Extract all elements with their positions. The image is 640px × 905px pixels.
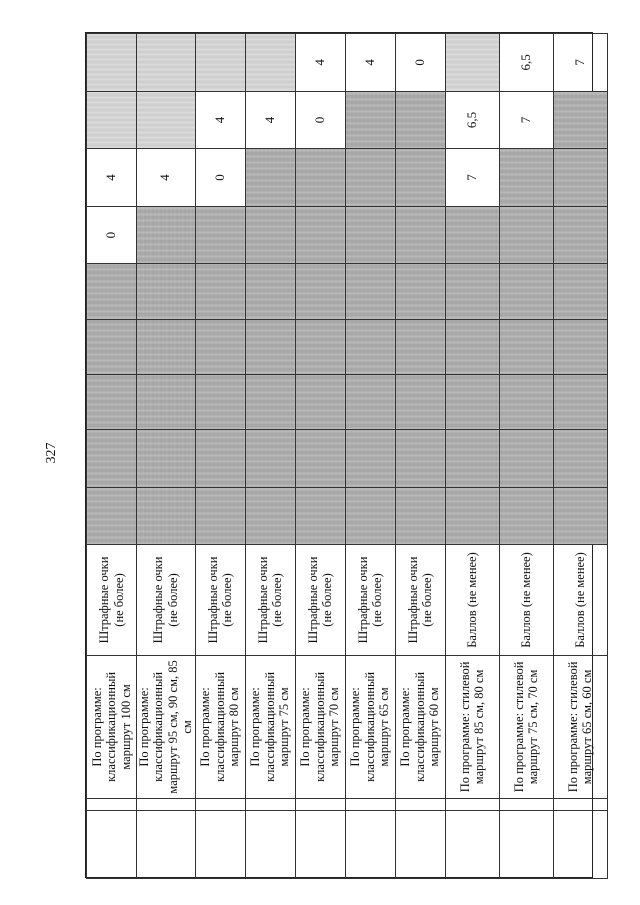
value-cell (295, 319, 345, 374)
empty-cell (499, 799, 553, 811)
measure-cell: Штрафные очки (не более) (195, 545, 245, 655)
measure-cell: Штрафные очки (не более) (295, 545, 345, 655)
value-cell (395, 374, 445, 429)
value-cell (345, 319, 395, 374)
value-cell (345, 264, 395, 319)
value-cell (499, 319, 553, 374)
value-cell: 0 (295, 91, 345, 149)
value-cell (345, 374, 395, 429)
value-cell (395, 149, 445, 207)
value-cell (499, 374, 553, 429)
value-cell (245, 206, 295, 264)
empty-cell (553, 799, 607, 811)
value-cell (245, 487, 295, 545)
value-cell (499, 430, 553, 488)
value-cell (137, 430, 196, 488)
value-cell (195, 487, 245, 545)
page-number: 327 (44, 442, 59, 464)
value-cell (395, 487, 445, 545)
table-row (499, 34, 553, 879)
value-cell: 0 (395, 34, 445, 92)
value-cell: 6,5 (445, 91, 499, 149)
value-cell (195, 430, 245, 488)
measure-cell: Штрафные очки (не более) (245, 545, 295, 655)
table-row (245, 34, 295, 879)
standards-table (85, 32, 593, 878)
table-row (195, 34, 245, 879)
value-cell (553, 319, 607, 374)
empty-cell (345, 810, 395, 878)
value-cell (195, 206, 245, 264)
value-cell (137, 374, 196, 429)
empty-cell (137, 799, 196, 811)
value-cell (345, 149, 395, 207)
empty-cell (195, 810, 245, 878)
value-cell (87, 430, 137, 488)
program-cell: По программе: классификационный маршрут 95 см, 90 см, 85 см (137, 655, 196, 798)
value-cell (395, 264, 445, 319)
value-cell (395, 91, 445, 149)
program-cell: По программе: классификационный маршрут 65 см (345, 655, 395, 798)
empty-cell (395, 810, 445, 878)
empty-cell (345, 799, 395, 811)
value-cell (195, 374, 245, 429)
value-cell (195, 34, 245, 92)
empty-cell (395, 799, 445, 811)
value-cell: 6,5 (499, 34, 553, 92)
value-cell (295, 264, 345, 319)
program-cell: По программе: стилевой маршрут 85 см, 80 см (445, 655, 499, 798)
empty-cell (245, 799, 295, 811)
value-cell (295, 374, 345, 429)
value-cell (499, 487, 553, 545)
value-cell (295, 430, 345, 488)
program-cell: По программе: классификационный маршрут 70 см (295, 655, 345, 798)
program-cell: По программе: стилевой маршрут 75 см, 70 см (499, 655, 553, 798)
value-cell: 7 (445, 149, 499, 207)
program-cell: По программе: классификационный маршрут 75 см (245, 655, 295, 798)
value-cell: 0 (87, 206, 137, 264)
value-cell (395, 206, 445, 264)
value-cell (137, 264, 196, 319)
value-cell (137, 487, 196, 545)
value-cell (245, 264, 295, 319)
value-cell (553, 206, 607, 264)
measure-cell: Штрафные очки (не более) (395, 545, 445, 655)
empty-cell (87, 799, 137, 811)
value-cell (295, 487, 345, 545)
measure-cell: Штрафные очки (не более) (87, 545, 137, 655)
table-row (295, 34, 345, 879)
empty-cell (445, 799, 499, 811)
value-cell (499, 149, 553, 207)
empty-cell (499, 810, 553, 878)
table-row (137, 34, 196, 879)
table-row (395, 34, 445, 879)
value-cell (445, 206, 499, 264)
value-cell: 4 (295, 34, 345, 92)
value-cell (245, 430, 295, 488)
value-cell (87, 374, 137, 429)
table-row (87, 34, 137, 879)
value-cell (553, 487, 607, 545)
table-row (445, 34, 499, 879)
value-cell: 7 (553, 34, 607, 92)
value-cell (87, 34, 137, 92)
empty-cell (195, 799, 245, 811)
value-cell (553, 149, 607, 207)
empty-cell (87, 810, 137, 878)
value-cell (137, 34, 196, 92)
value-cell (195, 264, 245, 319)
empty-cell (445, 810, 499, 878)
value-cell (137, 91, 196, 149)
value-cell (137, 319, 196, 374)
value-cell: 4 (345, 34, 395, 92)
value-cell (395, 430, 445, 488)
value-cell (395, 319, 445, 374)
value-cell (499, 264, 553, 319)
value-cell (137, 206, 196, 264)
value-cell (553, 91, 607, 149)
value-cell (245, 319, 295, 374)
empty-cell (553, 810, 607, 878)
value-cell (445, 374, 499, 429)
value-cell (245, 149, 295, 207)
value-cell (499, 206, 553, 264)
value-cell (345, 206, 395, 264)
value-cell (87, 319, 137, 374)
value-cell (345, 430, 395, 488)
value-cell: 4 (87, 149, 137, 207)
value-cell (195, 319, 245, 374)
value-cell: 4 (137, 149, 196, 207)
value-cell: 0 (195, 149, 245, 207)
measure-cell: Штрафные очки (не более) (137, 545, 196, 655)
value-cell (87, 264, 137, 319)
value-cell (87, 91, 137, 149)
value-cell (553, 430, 607, 488)
empty-cell (137, 810, 196, 878)
empty-cell (295, 799, 345, 811)
value-cell (245, 374, 295, 429)
program-cell: По программе: стилевой маршрут 65 см, 60 см (553, 655, 607, 798)
value-cell (345, 91, 395, 149)
program-cell: По программе: классификационный маршрут 60 см (395, 655, 445, 798)
value-cell (553, 264, 607, 319)
value-cell (445, 34, 499, 92)
measure-cell: Баллов (не менее) (445, 545, 499, 655)
program-cell: По программе: классификационный маршрут 80 см (195, 655, 245, 798)
value-cell (445, 430, 499, 488)
measure-cell: Баллов (не менее) (553, 545, 607, 655)
measure-cell: Баллов (не менее) (499, 545, 553, 655)
table-row (553, 34, 607, 879)
value-cell (245, 34, 295, 92)
value-cell (445, 319, 499, 374)
value-cell (295, 149, 345, 207)
value-cell (553, 374, 607, 429)
value-cell: 4 (245, 91, 295, 149)
value-cell (87, 487, 137, 545)
value-cell (295, 206, 345, 264)
value-cell: 4 (195, 91, 245, 149)
program-cell: По программе: классификационный маршрут 100 см (87, 655, 137, 798)
measure-cell: Штрафные очки (не более) (345, 545, 395, 655)
value-cell (445, 487, 499, 545)
table-row (345, 34, 395, 879)
empty-cell (245, 810, 295, 878)
value-cell: 7 (499, 91, 553, 149)
value-cell (345, 487, 395, 545)
empty-cell (295, 810, 345, 878)
value-cell (445, 264, 499, 319)
results-table (86, 33, 608, 879)
